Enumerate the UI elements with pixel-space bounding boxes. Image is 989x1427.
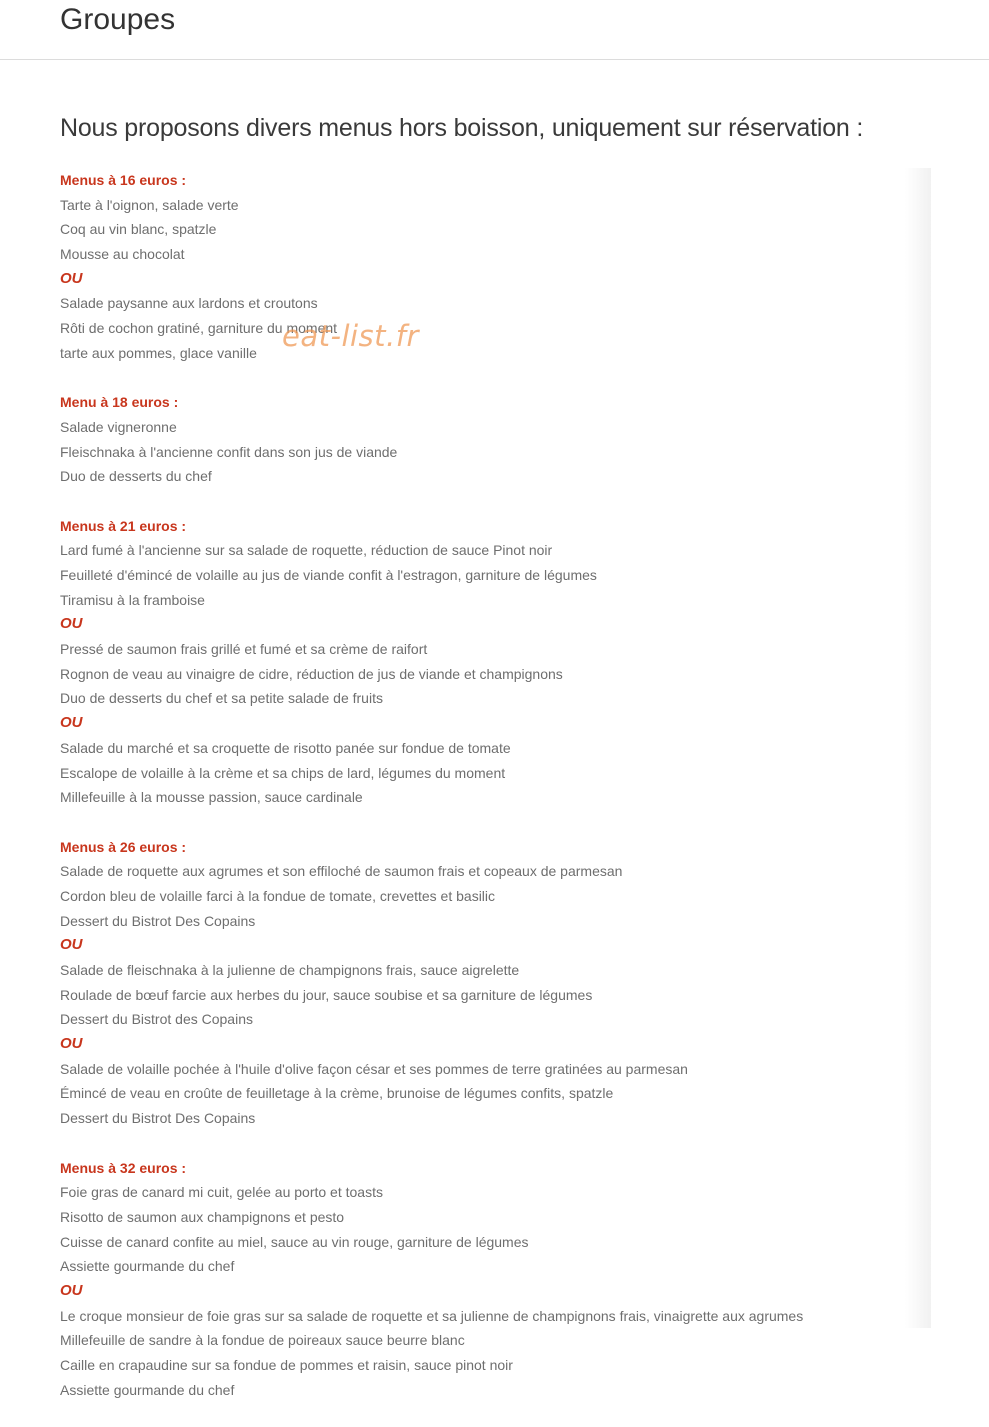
menu-dish: Duo de desserts du chef et sa petite salade de fruits — [60, 690, 383, 707]
menu-price-heading: Menus à 16 euros : — [60, 172, 187, 188]
menu-dish: Salade vigneronne — [60, 418, 177, 435]
menu-separator-ou: OU — [60, 714, 83, 732]
menu-dish: Millefeuille à la mousse passion, sauce cardinale — [60, 789, 363, 806]
page-title: Groupes — [60, 3, 176, 36]
menu-dish: Duo de desserts du chef — [60, 468, 212, 485]
menu-separator-ou: OU — [60, 936, 83, 954]
menu-dish: Le croque monsieur de foie gras sur sa salade de roquette et sa julienne de champignons frais, vinaigrette aux agrumes — [60, 1307, 804, 1324]
menu-price-heading: Menus à 21 euros : — [60, 517, 187, 534]
menu-dish: Millefeuille de sandre à la fondue de poireaux sauce beurre blanc — [60, 1332, 465, 1349]
page-header — [0, 0, 989, 60]
menu-dish: Assiette gourmande du chef — [60, 1258, 235, 1275]
menu-dish: Dessert du Bistrot des Copains — [60, 1011, 253, 1028]
menu-dish: Rognon de veau au vinaigre de cidre, réduction de jus de viande et champignons — [60, 665, 563, 682]
menu-dish: Pressé de saumon frais grillé et fumé et sa crème de raifort — [60, 641, 428, 658]
menu-dish: Salade de fleischnaka à la julienne de champignons frais, sauce aigrelette — [60, 962, 520, 978]
menu-dish: Rôti de cochon gratiné, garniture du moment — [60, 320, 338, 337]
menu-dish: Salade paysanne aux lardons et croutons — [60, 295, 318, 312]
menu-dish: Salade de roquette aux agrumes et son effiloché de saumon frais et copeaux de parmesan — [60, 863, 623, 880]
menu-separator-ou: OU — [60, 269, 83, 287]
watermark: eat-list.fr — [282, 319, 419, 353]
menu-dish: Tiramisu à la framboise — [60, 591, 205, 608]
menu-dish: Salade du marché et sa croquette de risotto panée sur fondue de tomate — [60, 739, 511, 756]
menu-dish: Lard fumé à l'ancienne sur sa salade de roquette, réduction de sauce Pinot noir — [60, 542, 553, 559]
menu-section — [60, 390, 920, 489]
menu-dish: Salade de volaille pochée à l'huile d'olive façon césar et ses pommes de terre gratinées au parmesan — [60, 1060, 688, 1077]
menu-dish: tarte aux pommes, glace vanille — [60, 344, 257, 361]
menu-dish: Cuisse de canard confite au miel, sauce au vin rouge, garniture de légumes — [60, 1233, 529, 1250]
menu-price-heading: Menus à 26 euros : — [60, 838, 187, 855]
menu-dish: Tarte à l'oignon, salade verte — [60, 196, 239, 213]
menu-dish: Risotto de saumon aux champignons et pesto — [60, 1208, 345, 1225]
menu-dish: Cordon bleu de volaille farci à la fondue de tomate, crevettes et basilic — [60, 887, 496, 904]
menu-dish: Fleischnaka à l'ancienne confit dans son jus de viande — [60, 443, 398, 460]
menu-section — [60, 168, 920, 366]
menu-dish: Coq au vin blanc, spatzle — [60, 221, 217, 238]
menu-price-heading: Menus à 32 euros : — [60, 1159, 187, 1176]
menu-separator-ou: OU — [60, 1281, 83, 1299]
menu-dish: Mousse au chocolat — [60, 246, 185, 263]
menu-dish: Dessert du Bistrot Des Copains — [60, 1110, 256, 1127]
menu-dish: Dessert du Bistrot Des Copains — [60, 912, 256, 929]
menu-dish: Foie gras de canard mi cuit, gelée au porto et toasts — [60, 1184, 383, 1201]
menu-dish: Roulade de bœuf farcie aux herbes du jour, sauce soubise et sa garniture de légumes — [60, 986, 593, 1003]
menu-dish: Émincé de veau en croûte de feuilletage à la crème, brunoise de légumes confits, spatzle — [60, 1085, 614, 1102]
menu-dish: Escalope de volaille à la crème et sa chips de lard, légumes du moment — [60, 764, 506, 781]
menu-section — [60, 1156, 920, 1403]
menu-dish: Assiette gourmande du chef — [60, 1381, 235, 1398]
menu-separator-ou: OU — [60, 615, 83, 633]
menu-separator-ou: OU — [60, 1035, 83, 1053]
menu-dish: Caille en crapaudine sur sa fondue de pommes et raisin, sauce pinot noir — [60, 1357, 513, 1373]
menu-list — [60, 168, 920, 1427]
intro-heading: Nous proposons divers menus hors boisson, uniquement sur réservation : — [60, 114, 864, 142]
menu-price-heading: Menu à 18 euros : — [60, 394, 179, 411]
menu-section — [60, 514, 920, 810]
menu-dish: Feuilleté d'émincé de volaille au jus de viande confit à l'estragon, garniture de légumes — [60, 567, 597, 583]
menu-section — [60, 835, 920, 1131]
